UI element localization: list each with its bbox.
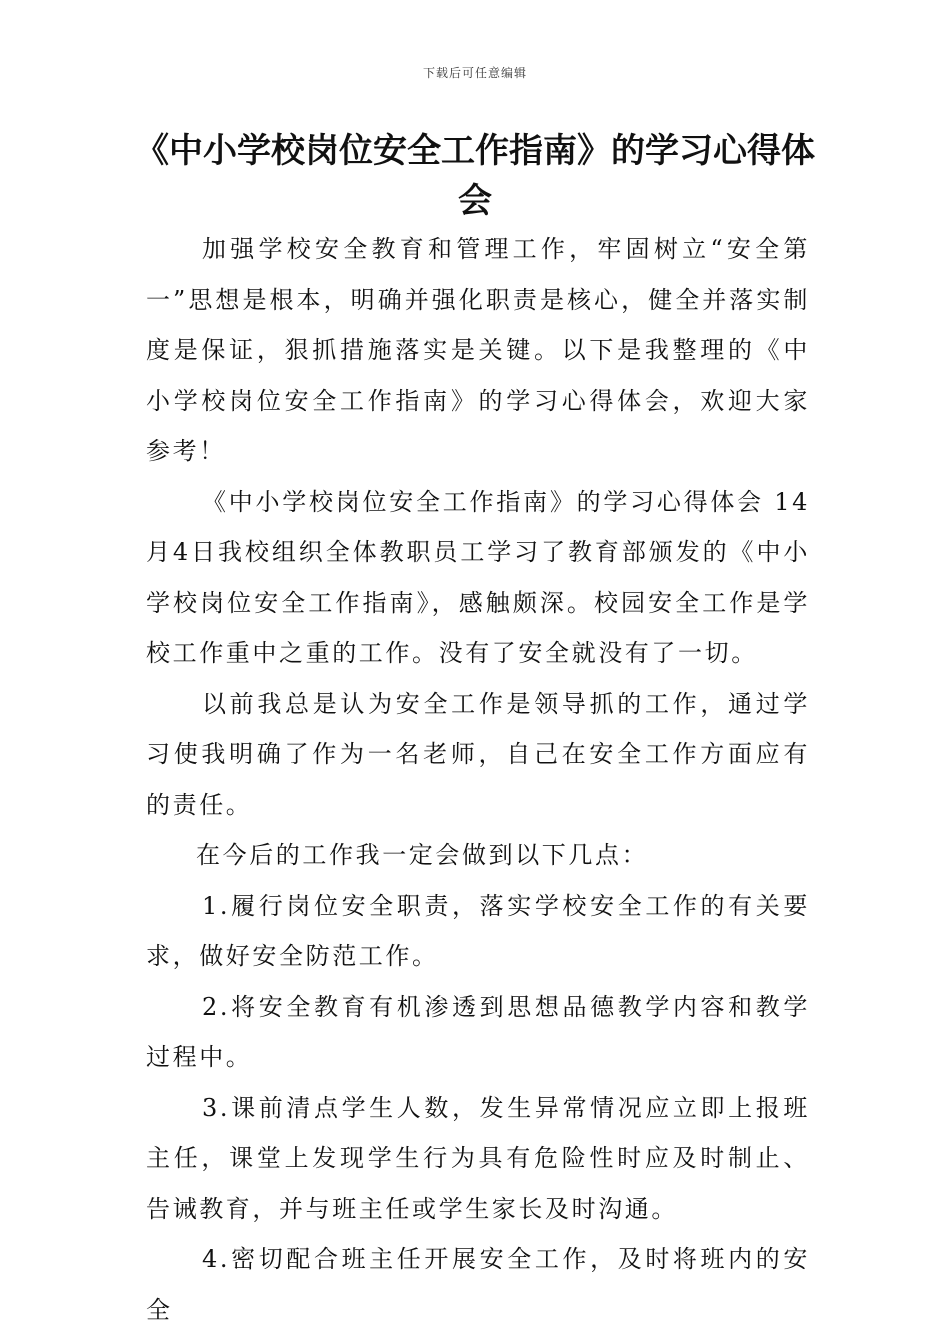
- list-item-2: 2.将安全教育有机渗透到思想品德教学内容和教学过程中。: [146, 992, 810, 1071]
- list-item-1: 1.履行岗位安全职责，落实学校安全工作的有关要求，做好安全防范工作。: [146, 891, 810, 970]
- paragraph-plan-intro: 在今后的工作我一定会做到以下几点：: [196, 841, 649, 869]
- header-note: 下载后可任意编辑: [422, 66, 527, 80]
- paragraph-reflection: 以前我总是认为安全工作是领导抓的工作，通过学习使我明确了作为一名老师，自己在安全工作方面应有的责任。: [146, 689, 810, 819]
- document-title: 《中小学校岗位安全工作指南》的学习心得体会: [135, 131, 815, 221]
- paragraph-intro: 加强学校安全教育和管理工作，牢固树立“安全第一”思想是根本，明确并强化职责是核心，健全并落实制度是保证，狠抓措施落实是关键。以下是我整理的《中小学校岗位安全工作指南》的学习心得体会，欢迎大家参考！: [146, 235, 810, 465]
- list-item-4: 4.密切配合班主任开展安全工作，及时将班内的安全: [146, 1245, 810, 1324]
- paragraph-heading-line: 《中小学校岗位安全工作指南》的学习心得体会 14月4日我校组织全体教职员工学习了教育部颁发的《中小学校岗位安全工作指南》，感触颇深。校园安全工作是学校工作重中之重的工作。没有了安全就没有了一切。: [146, 487, 810, 667]
- document-body: [146, 224, 810, 1335]
- list-item-3: 3.课前清点学生人数，发生异常情况应立即上报班主任，课堂上发现学生行为具有危险性时应及时制止、告诫教育，并与班主任或学生家长及时沟通。: [146, 1093, 810, 1223]
